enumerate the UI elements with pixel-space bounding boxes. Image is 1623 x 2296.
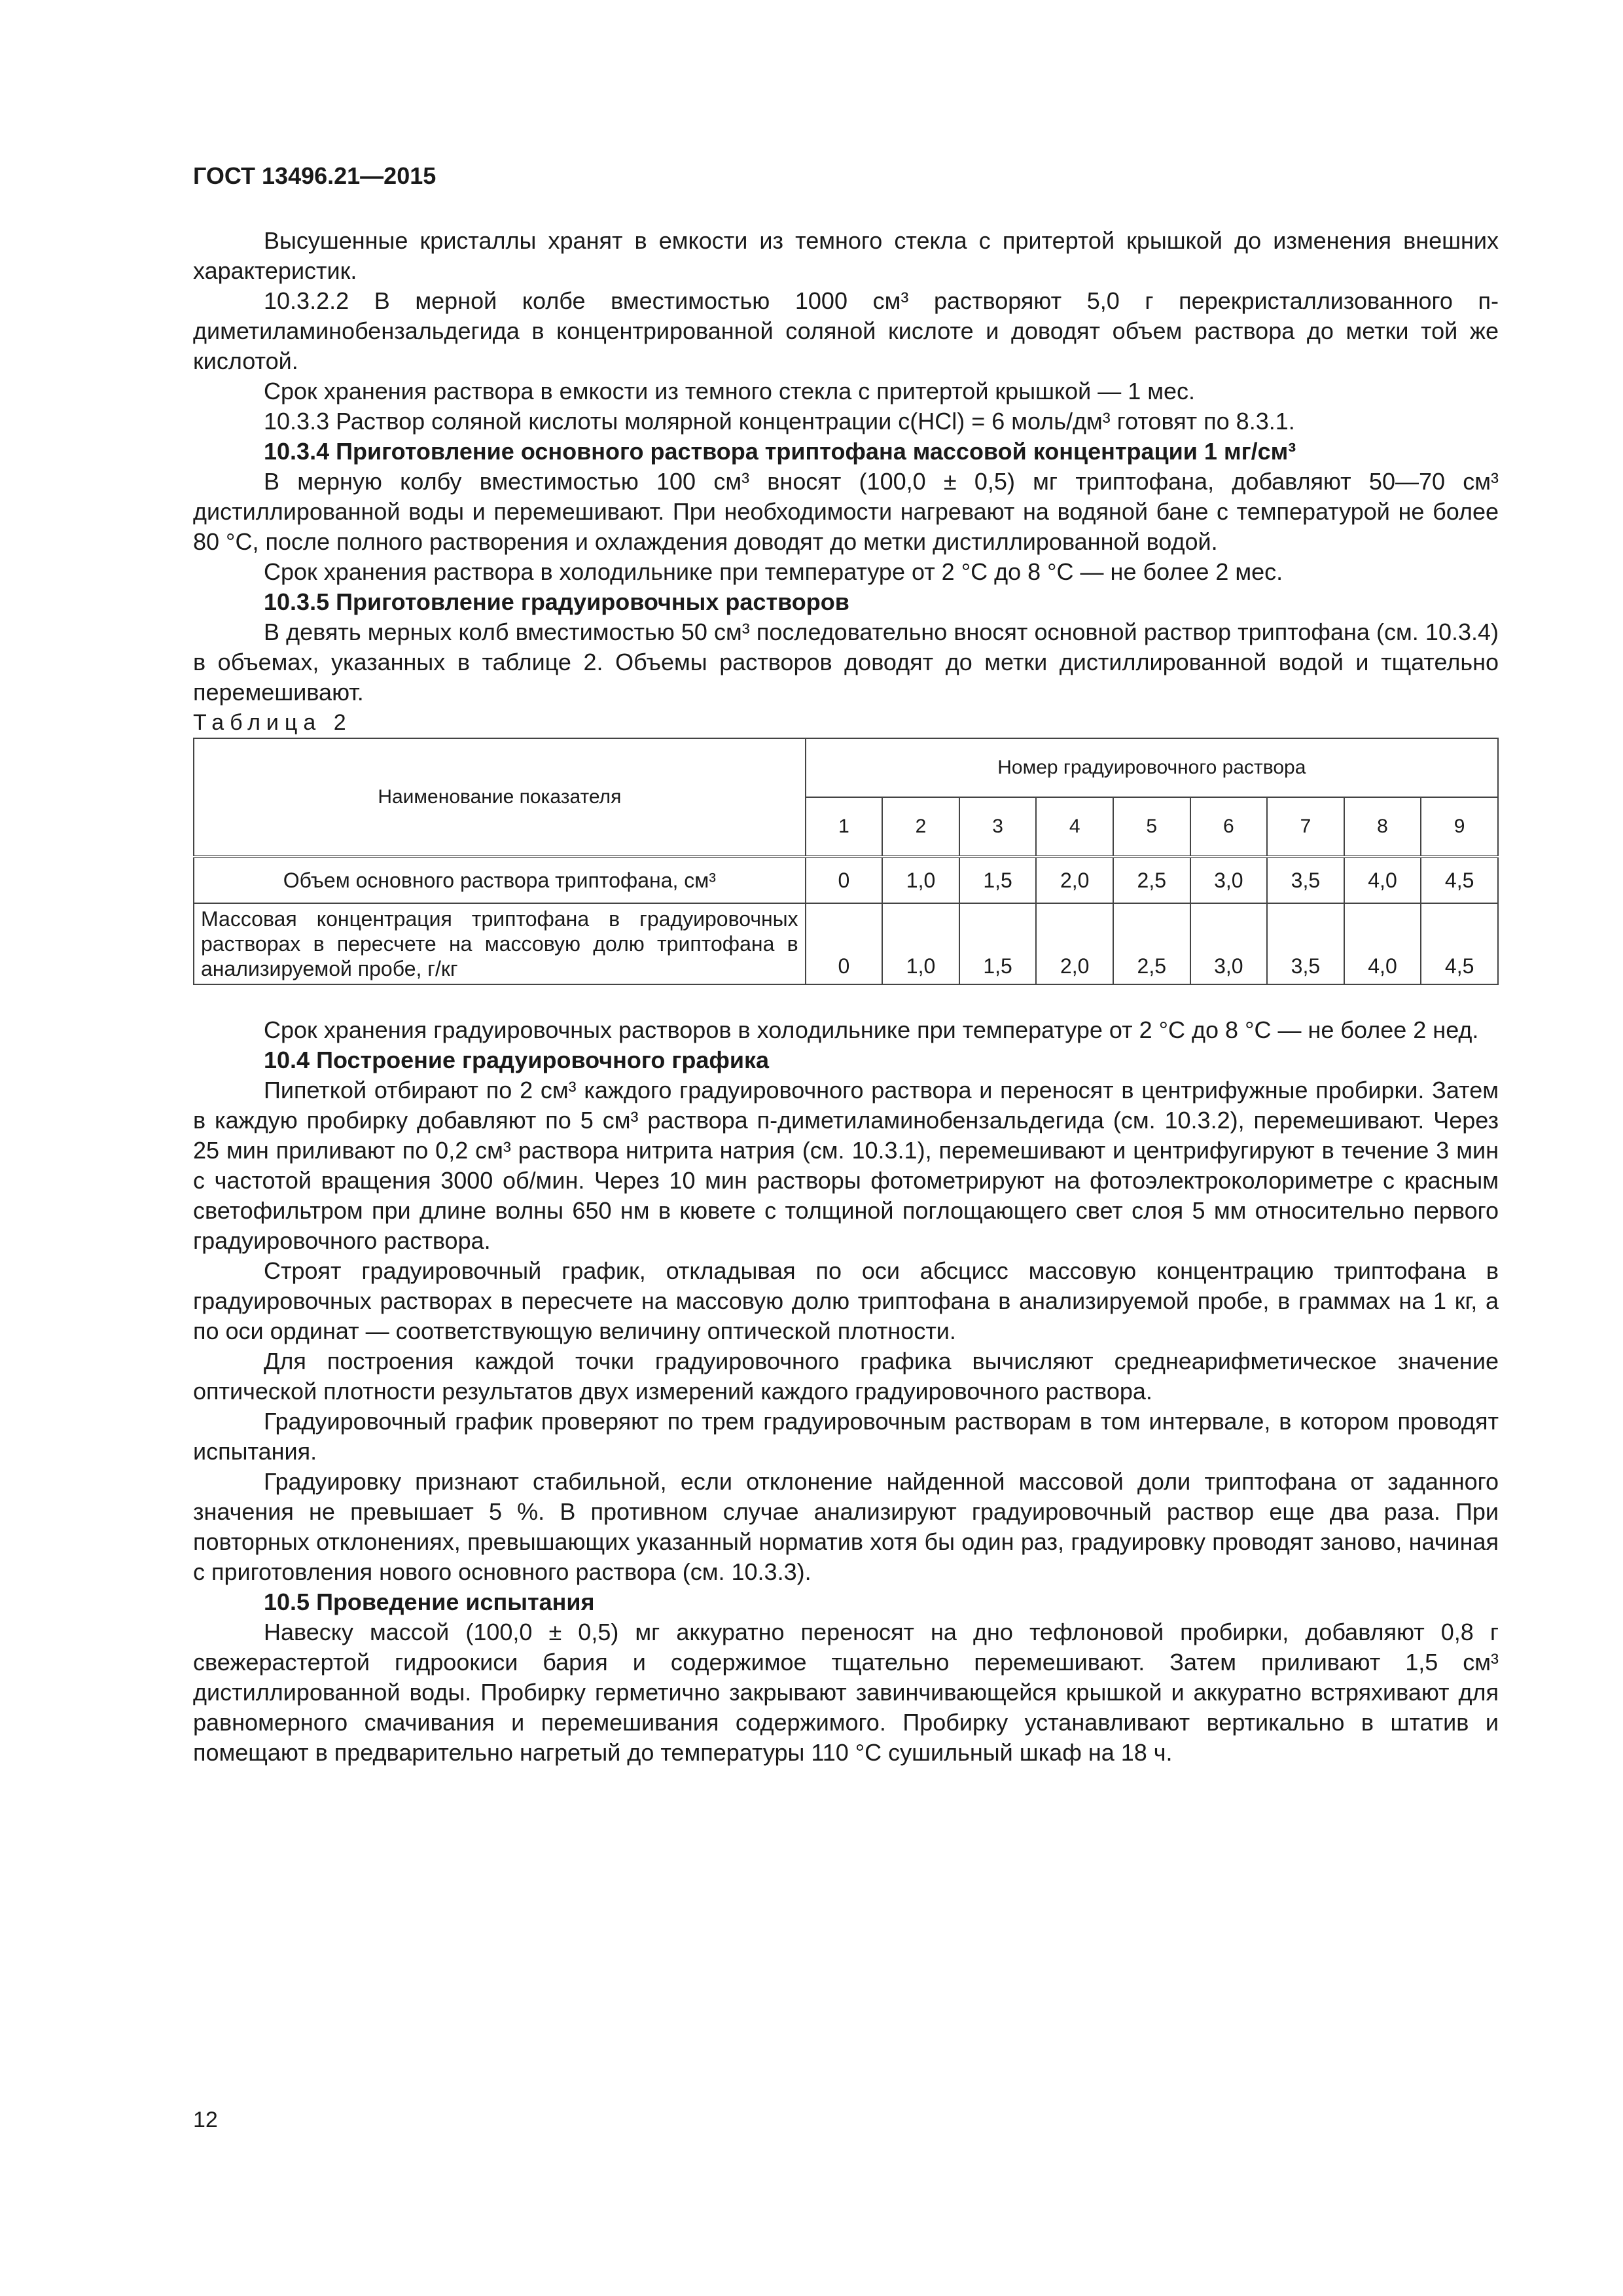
table-cell: 1,5 [959,903,1037,984]
document-body [193,226,1499,1768]
paragraph: Срок хранения градуировочных растворов в холодильнике при температуре от 2 °С до 8 °С — не более 2 нед. [264,1016,1479,1043]
group-column-header: Номер градуировочного раствора [806,738,1498,797]
table-cell: 4,0 [1344,903,1421,984]
table-cell: 0 [806,903,883,984]
table-cell: 2,0 [1036,903,1113,984]
column-number-header: 3 [959,797,1037,857]
paragraph: Срок хранения раствора в емкости из темного стекла с притертой крышкой — 1 мес. [264,378,1196,404]
column-number-header: 2 [882,797,959,857]
table-caption: Таблица 2 [193,710,352,735]
table-cell: 2,5 [1113,857,1190,903]
section-heading: 10.3.5 Приготовление градуировочных растворов [264,588,849,615]
section-heading: 10.5 Проведение испытания [264,1588,595,1615]
paragraph: Для построения каждой точки градуировочного графика вычисляют среднеарифметическое значение оптической плотности результатов двух измерений каждого градуировочного раствора. [193,1348,1499,1405]
paragraph: В девять мерных колб вместимостью 50 см³ последовательно вносят основной раствор триптофана (см. 10.3.4) в объемах, указанных в таблице 2. Объемы растворов доводят до метки дистиллированной водой и тщательно перемешивают. [193,619,1499,706]
row-name-cell: Объем основного раствора триптофана, см³ [194,857,806,903]
column-number-header: 9 [1421,797,1498,857]
row-name-cell: Массовая концентрация триптофана в градуировочных растворах в пересчете на массовую долю триптофана в анализируемой пробе, г/кг [194,903,806,984]
section-heading: 10.4 Построение градуировочного графика [264,1047,770,1073]
page-number: 12 [193,2108,218,2132]
name-column-header: Наименование показателя [194,738,806,857]
column-number-header: 4 [1036,797,1113,857]
table-cell: 3,0 [1190,903,1268,984]
column-number-header: 1 [806,797,883,857]
table-cell: 4,5 [1421,903,1498,984]
table-cell: 3,0 [1190,857,1268,903]
column-number-header: 7 [1267,797,1344,857]
table-cell: 4,5 [1421,857,1498,903]
table-cell: 2,0 [1036,857,1113,903]
paragraph: Строят градуировочный график, откладывая по оси абсцисс массовую концентрацию триптофана в градуировочных растворах в пересчете на массовую долю триптофана в анализируемой пробе, в граммах на 1 кг, а по оси ординат — соответствующую величину оптической плотности. [193,1257,1499,1344]
paragraph: Высушенные кристаллы хранят в емкости из темного стекла с притертой крышкой до изменения внешних характеристик. [193,227,1499,284]
paragraph: 10.3.2.2 В мерной колбе вместимостью 1000 см³ растворяют 5,0 г перекристаллизованного п-диметиламинобензальдегида в концентрированной соляной кислоте и доводят объем раствора до метки той же кислотой. [193,287,1499,374]
table-cell: 2,5 [1113,903,1190,984]
paragraph: Градуировочный график проверяют по трем градуировочным растворам в том интервале, в котором проводят испытания. [193,1408,1499,1465]
paragraph: В мерную колбу вместимостью 100 см³ вносят (100,0 ± 0,5) мг триптофана, добавляют 50—70 см³ дистиллированной воды и перемешивают. При необходимости нагревают на водяной бане с температурой не более 80 °С, после полного растворения и охлаждения доводят до метки дистиллированной водой. [193,468,1499,555]
calibration-table [193,738,1499,985]
paragraph: Срок хранения раствора в холодильнике при температуре от 2 °С до 8 °С — не более 2 мес. [264,558,1283,585]
table-cell: 3,5 [1267,857,1344,903]
column-number-header: 6 [1190,797,1268,857]
table-cell: 4,0 [1344,857,1421,903]
paragraph: Градуировку признают стабильной, если отклонение найденной массовой доли триптофана от заданного значения не превышает 5 %. В противном случае анализируют градуировочный раствор еще два раза. При повторных отклонениях, превышающих указанный норматив хотя бы один раз, градуировку проводят заново, начиная с приготовления нового основного раствора (см. 10.3.3). [193,1468,1499,1585]
table-cell: 1,0 [882,857,959,903]
column-number-header: 8 [1344,797,1421,857]
section-heading: 10.3.4 Приготовление основного раствора триптофана массовой концентрации 1 мг/см³ [264,438,1296,465]
paragraph: Пипеткой отбирают по 2 см³ каждого градуировочного раствора и переносят в центрифужные пробирки. Затем в каждую пробирку добавляют по 5 см³ раствора п-диметиламинобензальдегида (см. 10.3.2), перемешивают. Через 25 мин приливают по 0,2 см³ раствора нитрита натрия (см. 10.3.1), перемешивают и центрифугируют в течение 3 мин с частотой вращения 3000 об/мин. Через 10 мин растворы фотометрируют на фотоэлектроколориметре с красным светофильтром при длине волны 650 нм в кювете с толщиной поглощающего свет слоя 5 мм относительно первого градуировочного раствора. [193,1077,1499,1254]
table-cell: 1,0 [882,903,959,984]
table-cell: 0 [806,857,883,903]
document-header: ГОСТ 13496.21—2015 [193,162,437,189]
paragraph: Навеску массой (100,0 ± 0,5) мг аккуратно переносят на дно тефлоновой пробирки, добавляют 0,8 г свежерастертой гидроокиси бария и содержимое тщательно перемешивают. Затем приливают 1,5 см³ дистиллированной воды. Пробирку герметично закрывают завинчивающейся крышкой и аккуратно встряхивают для равномерного смачивания и перемешивания содержимого. Пробирку устанавливают вертикально в штатив и помещают в предварительно нагретый до температуры 110 °С сушильный шкаф на 18 ч. [193,1619,1499,1766]
column-number-header: 5 [1113,797,1190,857]
table-cell: 1,5 [959,857,1037,903]
paragraph: 10.3.3 Раствор соляной кислоты молярной концентрации c(HCl) = 6 моль/дм³ готовят по 8.3.1. [264,408,1295,435]
table-cell: 3,5 [1267,903,1344,984]
